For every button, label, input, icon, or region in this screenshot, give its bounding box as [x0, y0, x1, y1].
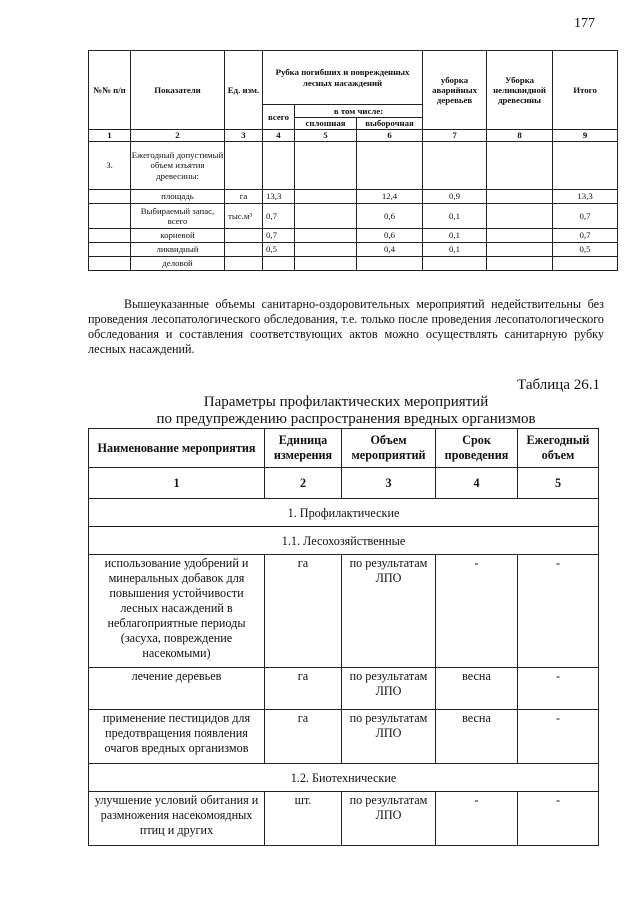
col-num: 1	[89, 130, 131, 142]
header-clear: сплошная	[295, 118, 357, 130]
annual-cell: -	[518, 792, 599, 846]
col-num: 8	[487, 130, 553, 142]
unit-cell: га	[265, 555, 342, 668]
total-cell	[263, 142, 295, 190]
paragraph-text: Вышеуказанные объемы санитарно-оздоровительных мероприятий недействительны без проведения лесопатологического обследования, т.е. только после проведения лесопатологического обследования и составления соответствующих актов можно осуществлять санитарную рубку лесных насаждений.	[88, 297, 604, 356]
clear-cell	[295, 229, 357, 243]
term-cell: -	[436, 555, 518, 668]
body-paragraph	[88, 297, 604, 357]
section-title: 1. Профилактические	[89, 499, 599, 527]
table-title-line2: по предупреждению распространения вредных организмов	[156, 411, 536, 427]
table-row	[89, 668, 599, 710]
section-row	[89, 499, 599, 527]
table-row	[89, 243, 618, 257]
illiquid-cell	[487, 257, 553, 271]
col-num: 3	[225, 130, 263, 142]
header-illiquid: Уборка неликвидной древесины	[487, 51, 553, 130]
header-annual: Ежегодный объем	[518, 429, 599, 468]
illiquid-cell	[487, 204, 553, 229]
grand-total-cell	[553, 142, 618, 190]
table-row	[89, 142, 618, 190]
clear-cell	[295, 142, 357, 190]
table-row	[89, 710, 599, 764]
cleanup-cell: 0,9	[423, 190, 487, 204]
header-grand-total: Итого	[553, 51, 618, 130]
col-num: 4	[436, 468, 518, 499]
col-num: 2	[131, 130, 225, 142]
selective-cell: 12,4	[357, 190, 423, 204]
indicator-cell: Выбираемый запас, всего	[131, 204, 225, 229]
illiquid-cell	[487, 190, 553, 204]
table-row	[89, 204, 618, 229]
col-num: 2	[265, 468, 342, 499]
annual-cell: -	[518, 668, 599, 710]
grand-total-cell: 13,3	[553, 190, 618, 204]
header-total: всего	[263, 105, 295, 130]
unit-cell: тыс.м³	[225, 204, 263, 229]
unit-cell	[225, 229, 263, 243]
unit-cell: га	[265, 710, 342, 764]
header-including: в том числе:	[295, 105, 423, 118]
selective-cell: 0,4	[357, 243, 423, 257]
header-unit: Ед. изм.	[225, 51, 263, 130]
header-selective: выборочная	[357, 118, 423, 130]
subsection-title: 1.2. Биотехнические	[89, 764, 599, 792]
measure-name-cell: лечение деревьев	[89, 668, 265, 710]
section-row	[89, 527, 599, 555]
table-row	[89, 792, 599, 846]
selective-cell	[357, 257, 423, 271]
volume-cell: по результатам ЛПО	[342, 710, 436, 764]
total-cell: 0,5	[263, 243, 295, 257]
col-num: 1	[89, 468, 265, 499]
column-number-row	[89, 130, 618, 142]
grand-total-cell: 0,7	[553, 204, 618, 229]
total-cell	[263, 257, 295, 271]
cleanup-cell: 0,1	[423, 204, 487, 229]
selective-cell	[357, 142, 423, 190]
header-felling: Рубка погибших и поврежденных лесных насаждений	[263, 51, 423, 105]
table-row	[89, 257, 618, 271]
cleanup-cell: 0,1	[423, 229, 487, 243]
indicator-cell: площадь	[131, 190, 225, 204]
unit-cell	[225, 257, 263, 271]
table-row	[89, 555, 599, 668]
volume-cell: по результатам ЛПО	[342, 792, 436, 846]
total-cell: 0,7	[263, 229, 295, 243]
measure-name-cell: улучшение условий обитания и размножения насекомоядных птиц и других	[89, 792, 265, 846]
cleanup-cell	[423, 142, 487, 190]
indicator-cell: корневой	[131, 229, 225, 243]
header-cleanup: уборка аварийных деревьев	[423, 51, 487, 130]
col-num: 3	[342, 468, 436, 499]
grand-total-cell	[553, 257, 618, 271]
col-num: 5	[295, 130, 357, 142]
volume-cell: по результатам ЛПО	[342, 555, 436, 668]
annual-cell: -	[518, 710, 599, 764]
col-num: 5	[518, 468, 599, 499]
unit-cell	[225, 142, 263, 190]
cleanup-cell: 0,1	[423, 243, 487, 257]
unit-cell: шт.	[265, 792, 342, 846]
illiquid-cell	[487, 243, 553, 257]
unit-cell	[225, 243, 263, 257]
volume-cell: по результатам ЛПО	[342, 668, 436, 710]
measure-name-cell: использование удобрений и минеральных добавок для повышения устойчивости лесных насаждений в неблагоприятные периоды (засуха, повреждение насекомыми)	[89, 555, 265, 668]
grand-total-cell: 0,5	[553, 243, 618, 257]
section-row	[89, 764, 599, 792]
col-num: 6	[357, 130, 423, 142]
preventive-measures-table	[88, 428, 599, 846]
clear-cell	[295, 204, 357, 229]
grand-total-cell: 0,7	[553, 229, 618, 243]
table-row	[89, 229, 618, 243]
subsection-title: 1.1. Лесохозяйственные	[89, 527, 599, 555]
indicator-cell: ликвидный	[131, 243, 225, 257]
felling-volume-table	[88, 50, 618, 271]
header-num: №№ п/п	[89, 51, 131, 130]
illiquid-cell	[487, 229, 553, 243]
unit-cell: га	[225, 190, 263, 204]
cleanup-cell	[423, 257, 487, 271]
indicator-cell: деловой	[131, 257, 225, 271]
clear-cell	[295, 257, 357, 271]
term-cell: -	[436, 792, 518, 846]
col-num: 9	[553, 130, 618, 142]
header-measure-name: Наименование мероприятия	[89, 429, 265, 468]
group-number: 3.	[89, 142, 131, 190]
col-num: 4	[263, 130, 295, 142]
clear-cell	[295, 190, 357, 204]
page-number: 177	[574, 16, 595, 31]
selective-cell: 0,6	[357, 229, 423, 243]
total-cell: 0,7	[263, 204, 295, 229]
header-volume: Объем мероприятий	[342, 429, 436, 468]
column-number-row	[89, 468, 599, 499]
measure-name-cell: применение пестицидов для предотвращения появления очагов вредных организмов	[89, 710, 265, 764]
header-term: Срок проведения	[436, 429, 518, 468]
total-cell: 13,3	[263, 190, 295, 204]
table-title-line1: Параметры профилактических мероприятий	[203, 394, 489, 410]
unit-cell: га	[265, 668, 342, 710]
col-num: 7	[423, 130, 487, 142]
table-label: Таблица 26.1	[517, 377, 600, 393]
indicator-cell: Ежегодный допустимый объем изъятия древесины:	[131, 142, 225, 190]
clear-cell	[295, 243, 357, 257]
header-unit: Единица измерения	[265, 429, 342, 468]
table-row	[89, 190, 618, 204]
annual-cell: -	[518, 555, 599, 668]
header-indicators: Показатели	[131, 51, 225, 130]
illiquid-cell	[487, 142, 553, 190]
term-cell: весна	[436, 710, 518, 764]
term-cell: весна	[436, 668, 518, 710]
selective-cell: 0,6	[357, 204, 423, 229]
